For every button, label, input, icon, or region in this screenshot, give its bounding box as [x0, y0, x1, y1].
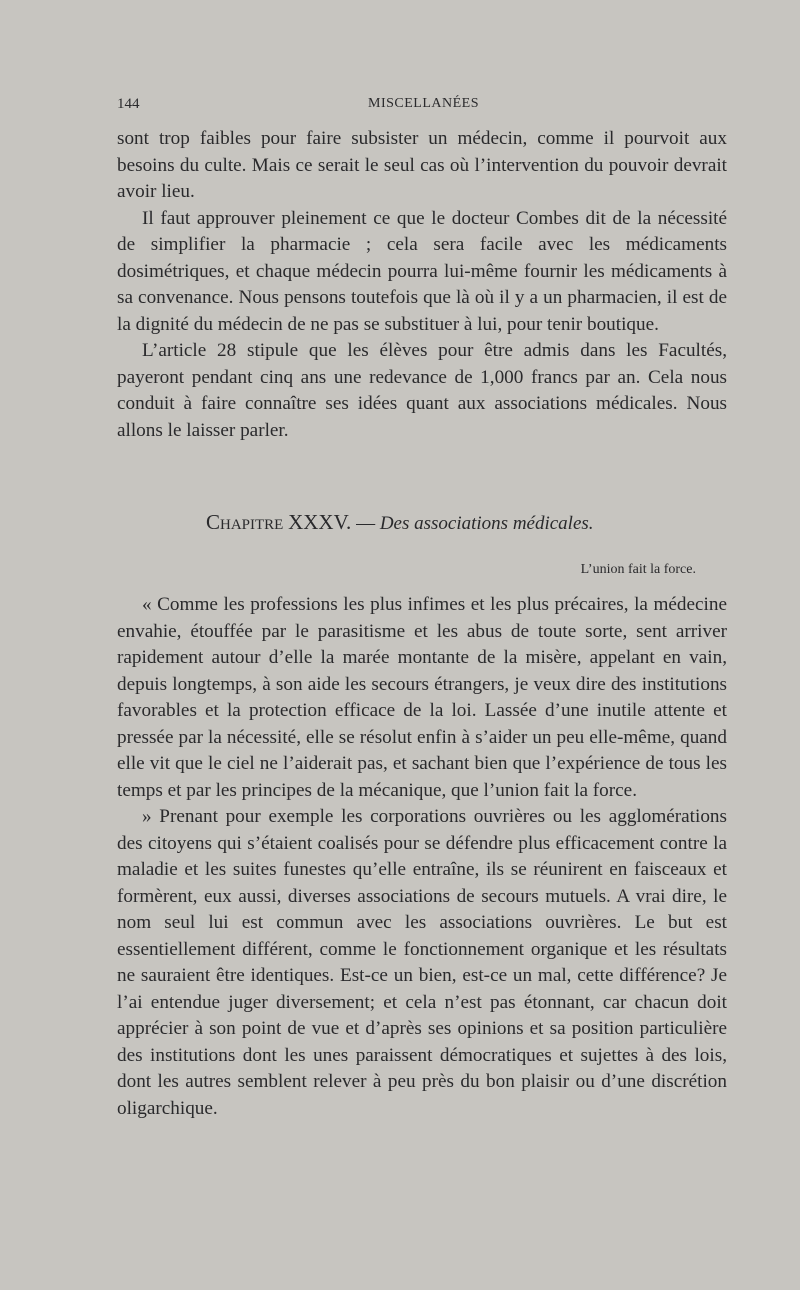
- body-text-top: [117, 126, 727, 444]
- page-number: 144: [117, 96, 140, 112]
- paragraph-continuation: sont trop faibles pour faire subsister un médecin, comme il pourvoit aux besoins du culte. Mais ce serait le seul cas où l’intervention du pouvoir devrait avoir lieu.: [117, 128, 727, 202]
- paragraph-quote-1: « Comme les professions les plus infimes et les plus précaires, la médecine envahie, étouffée par le parasitisme et les abus de toute sorte, sent arriver rapidement autour d’elle la marée montante de la misère, appelant en vain, depuis longtemps, à son aide les secours étrangers, je veux dire des institutions favorables et la protection efficace de la loi. Lassée d’une inutile attente et pressée par la nécessité, elle se résolut enfin à s’aider un peu elle-même, quand elle vit que le ciel ne l’aiderait pas, et sachant bien que l’expérience de tous les temps et par les principes de la mécanique, que l’union fait la force.: [117, 594, 727, 801]
- running-head: [117, 96, 727, 116]
- chapter-dash: —: [356, 513, 376, 534]
- paragraph-quote-2: » Prenant pour exemple les corporations ouvrières ou les agglomérations des citoyens qui s’étaient coalisés pour se défendre plus efficacement contre la maladie et les suites funestes qu’elle entraîne, ils se réunirent en faisceaux et formèrent, eux aussi, diverses associations de secours mutuels. A vrai dire, le nom seul lui est commun avec les associations ouvrières. Le but est essentiellement différent, comme le fonctionnement organique et les résultats ne sauraient être identiques. Est-ce un bien, est-ce un mal, cette différence? Je l’ai entendue juger diversement; et cela n’est pas étonnant, car chacun doit apprécier à son point de vue et d’après ses opinions et sa position particulière des institutions dont les unes paraissent démocratiques et sujettes à des lois, dont les autres semblent relever à peu près du bon plaisir ou d’une discrétion oligarchique.: [117, 806, 727, 1119]
- chapter-label: Chapitre: [206, 510, 284, 534]
- section-title: MISCELLANÉES: [368, 96, 479, 111]
- body-text-bottom: [117, 592, 727, 1122]
- chapter-heading: [206, 510, 594, 535]
- chapter-number: XXXV.: [288, 510, 352, 534]
- paragraph-pharmacie: Il faut approuver pleinement ce que le docteur Combes dit de la nécessité de simplifier la pharmacie ; cela sera facile avec les médicaments dosimétriques, et chaque médecin pourra lui-même fournir les médicaments à sa convenance. Nous pensons toutefois que là où il y a un pharmacien, il est de la dignité du médecin de ne pas se substituer à lui, pour tenir boutique.: [117, 207, 727, 335]
- epigraph: L’union fait la force.: [580, 562, 696, 577]
- paragraph-article-28: L’article 28 stipule que les élèves pour être admis dans les Facultés, payeront pendant cinq ans une redevance de 1,000 francs par an. Cela nous conduit à faire connaître ses idées quant aux associations médicales. Nous allons le laisser parler.: [117, 340, 727, 441]
- chapter-title: Des associations médicales.: [379, 513, 594, 534]
